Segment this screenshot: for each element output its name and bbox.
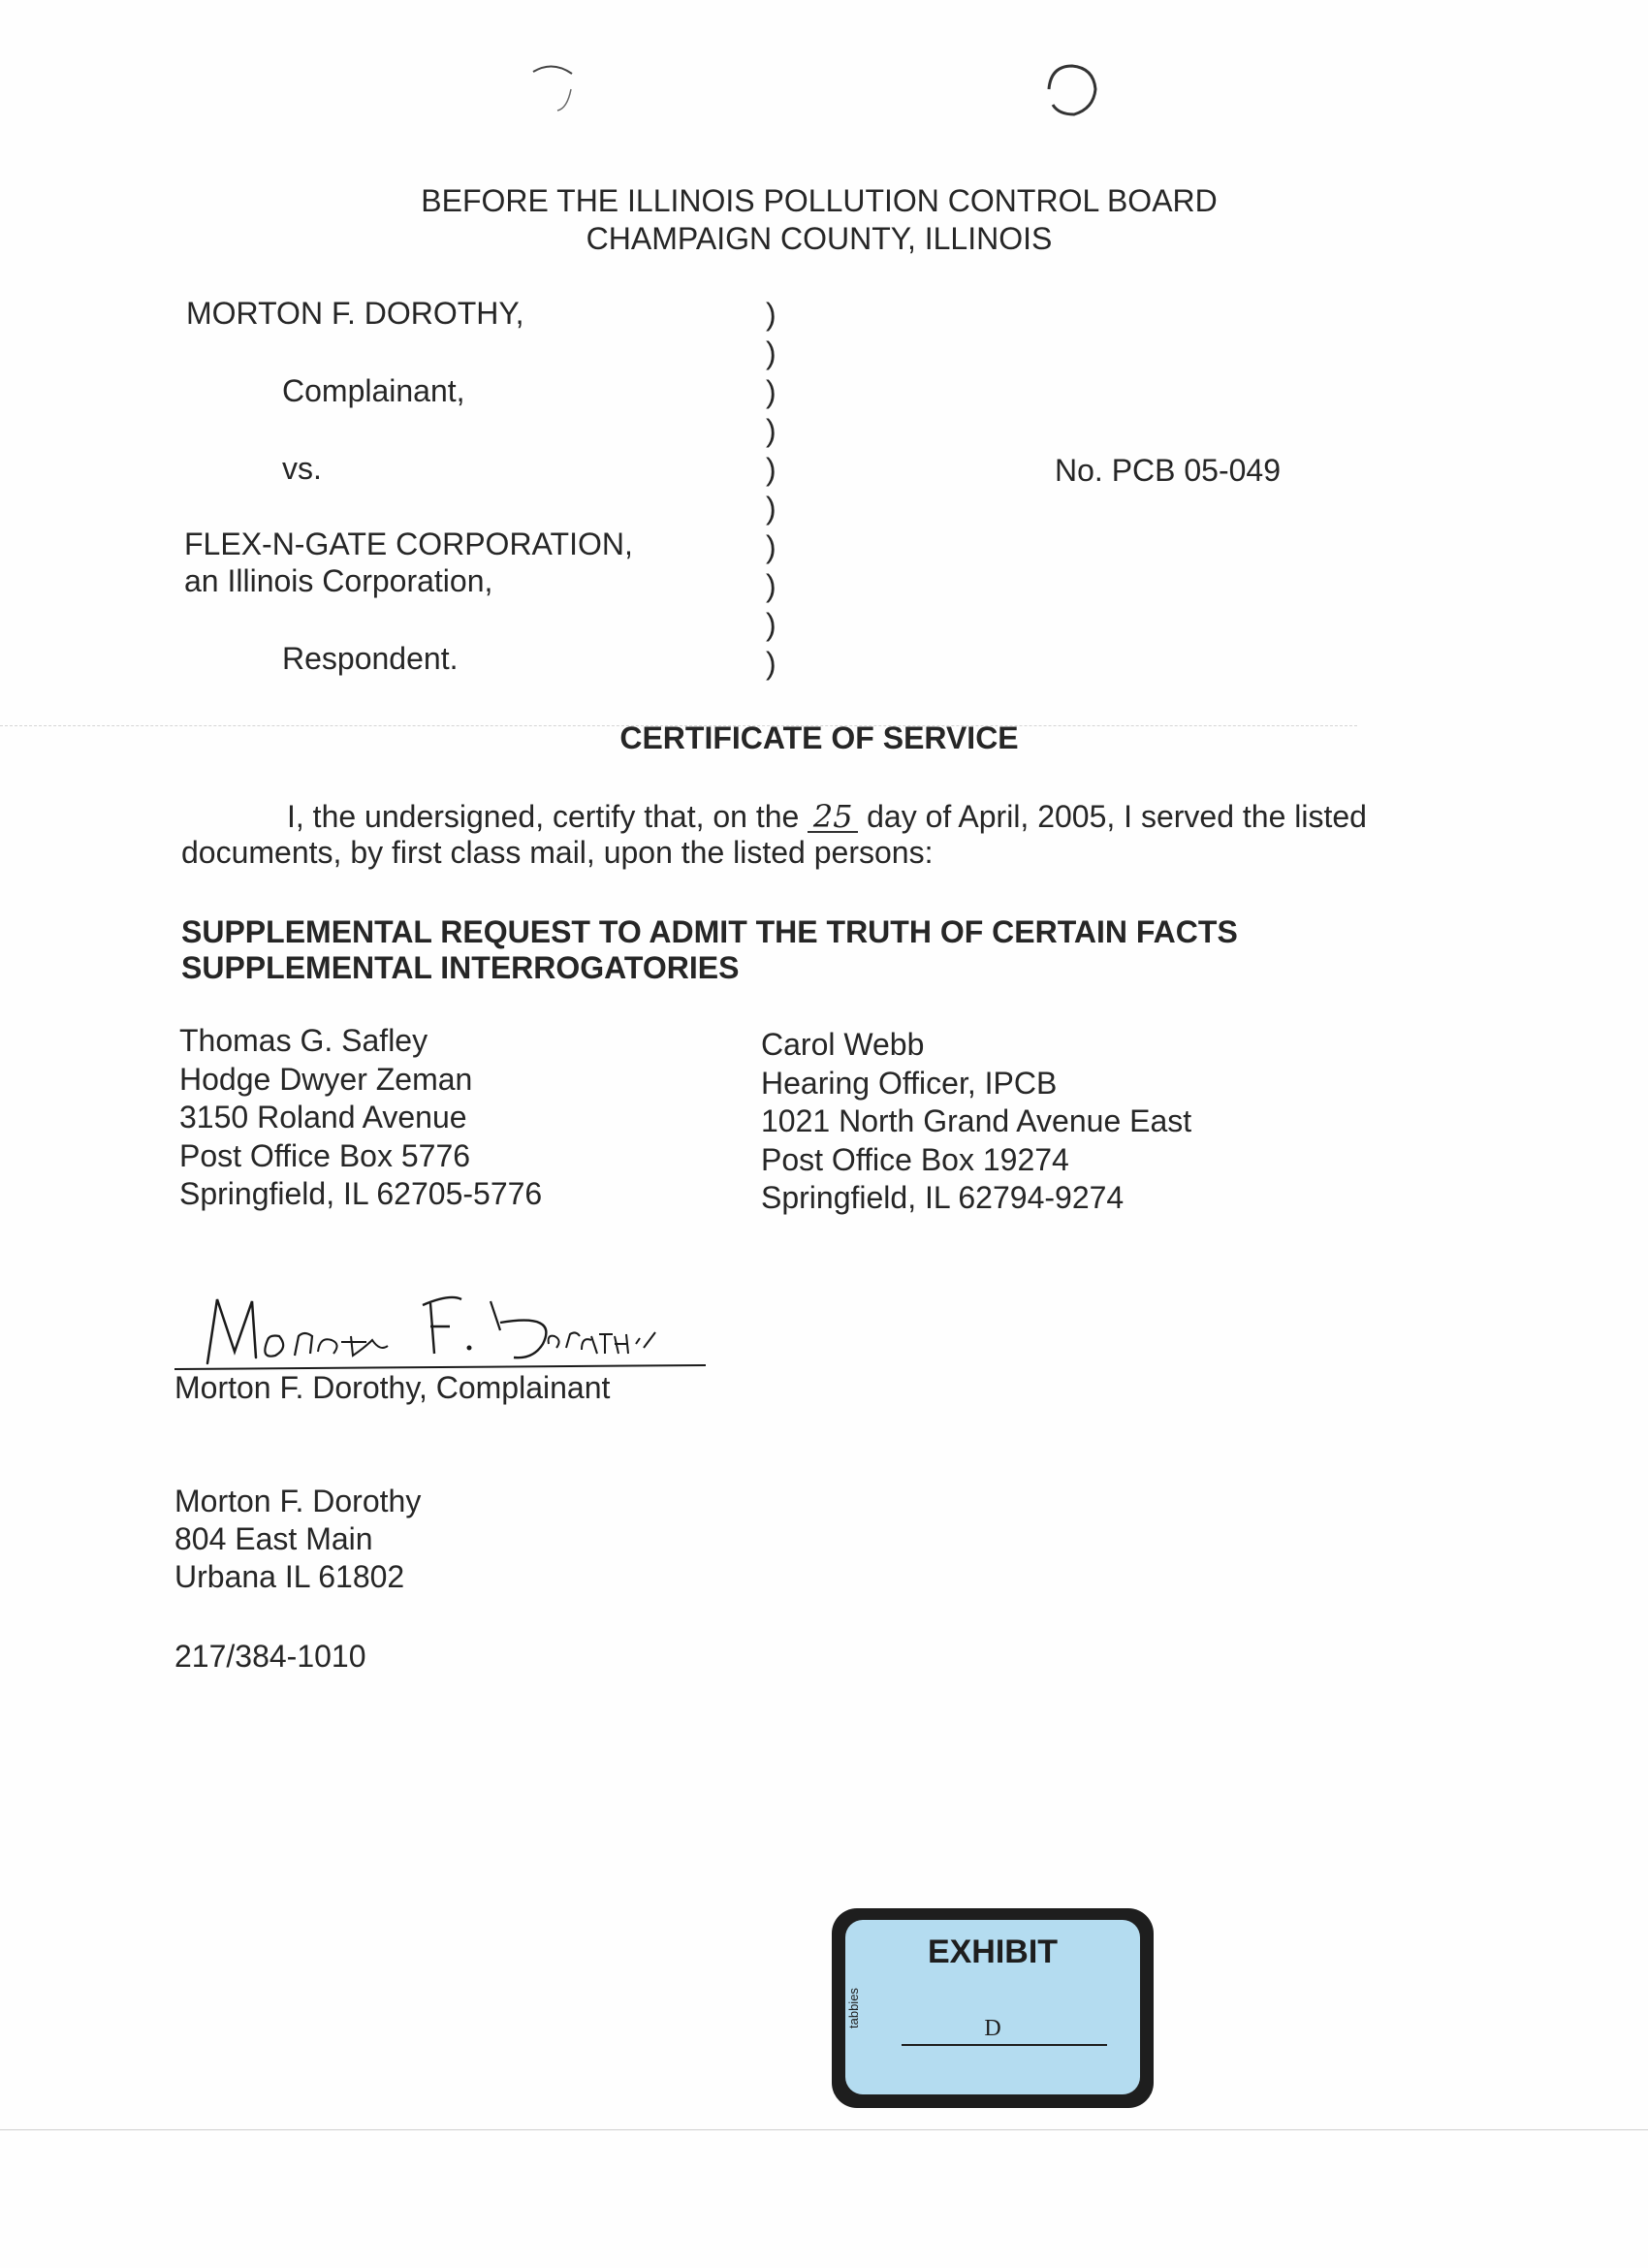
recipient-street: 3150 Roland Avenue xyxy=(179,1100,467,1134)
scan-artifact-bottom-line xyxy=(0,2129,1648,2130)
sender-street: 804 East Main xyxy=(174,1521,373,1556)
document-title-2: SUPPLEMENTAL INTERROGATORIES xyxy=(181,950,740,985)
sender-name: Morton F. Dorothy xyxy=(174,1484,422,1518)
certificate-body-line2: documents, by first class mail, upon the listed persons: xyxy=(181,835,934,870)
caption-parenthesis: ) xyxy=(766,335,776,370)
caption-parenthesis: ) xyxy=(766,374,776,409)
recipient-po-box: Post Office Box 5776 xyxy=(179,1137,471,1173)
caption-parenthesis: ) xyxy=(766,491,776,526)
recipient-firm: Hodge Dwyer Zeman xyxy=(179,1061,473,1097)
certificate-body-start: I, the undersigned, certify that, on the xyxy=(287,799,800,834)
complainant-name: MORTON F. DOROTHY, xyxy=(186,296,524,331)
caption-parenthesis: ) xyxy=(766,297,776,332)
court-title: BEFORE THE ILLINOIS POLLUTION CONTROL BOARD xyxy=(421,183,1218,218)
sender-address xyxy=(174,1483,421,1596)
complainant-role: Complainant, xyxy=(282,373,465,408)
case-number: No. PCB 05-049 xyxy=(1055,453,1282,488)
punch-hole-right xyxy=(1037,60,1105,128)
handwritten-day: 25 xyxy=(808,802,858,833)
exhibit-brand: tabbies xyxy=(846,1988,861,2028)
sender-city: Urbana IL 61802 xyxy=(174,1559,405,1594)
signature-caption: Morton F. Dorothy, Complainant xyxy=(174,1370,611,1405)
exhibit-letter: D xyxy=(984,2016,1001,2041)
respondent-role: Respondent. xyxy=(282,641,459,676)
exhibit-letter-underline xyxy=(902,2044,1107,2046)
caption-parenthesis: ) xyxy=(766,607,776,642)
recipient-address-1 xyxy=(179,1022,542,1214)
caption-parenthesis: ) xyxy=(766,413,776,448)
caption-parenthesis: ) xyxy=(766,646,776,681)
caption-parenthesis: ) xyxy=(766,568,776,603)
recipient-name: Carol Webb xyxy=(761,1027,925,1062)
court-county: CHAMPAIGN COUNTY, ILLINOIS xyxy=(586,221,1053,256)
recipient-city: Springfield, IL 62794-9274 xyxy=(761,1180,1125,1215)
versus-label: vs. xyxy=(282,451,322,486)
exhibit-sticker xyxy=(832,1908,1154,2108)
respondent-description: an Illinois Corporation, xyxy=(184,563,493,598)
handwritten-signature xyxy=(174,1280,717,1377)
exhibit-sticker-face xyxy=(845,1920,1140,2094)
recipient-name: Thomas G. Safley xyxy=(179,1023,428,1058)
recipient-title: Hearing Officer, IPCB xyxy=(761,1065,1058,1101)
certificate-body-end: day of April, 2005, I served the listed xyxy=(867,799,1367,834)
certificate-body-line1 xyxy=(287,798,1367,835)
caption-parenthesis: ) xyxy=(766,452,776,487)
certificate-heading: CERTIFICATE OF SERVICE xyxy=(619,720,1019,755)
sender-phone: 217/384-1010 xyxy=(174,1639,366,1674)
exhibit-title: EXHIBIT xyxy=(927,1933,1059,1970)
recipient-address-2 xyxy=(761,1026,1191,1218)
recipient-city: Springfield, IL 62705-5776 xyxy=(179,1176,543,1211)
document-title-1: SUPPLEMENTAL REQUEST TO ADMIT THE TRUTH OF CERTAIN FACTS xyxy=(181,914,1238,949)
respondent-name: FLEX-N-GATE CORPORATION, xyxy=(184,527,633,561)
caption-parenthesis: ) xyxy=(766,529,776,564)
recipient-street: 1021 North Grand Avenue East xyxy=(761,1103,1192,1138)
punch-hole-left xyxy=(528,60,577,118)
recipient-po-box: Post Office Box 19274 xyxy=(761,1141,1069,1177)
